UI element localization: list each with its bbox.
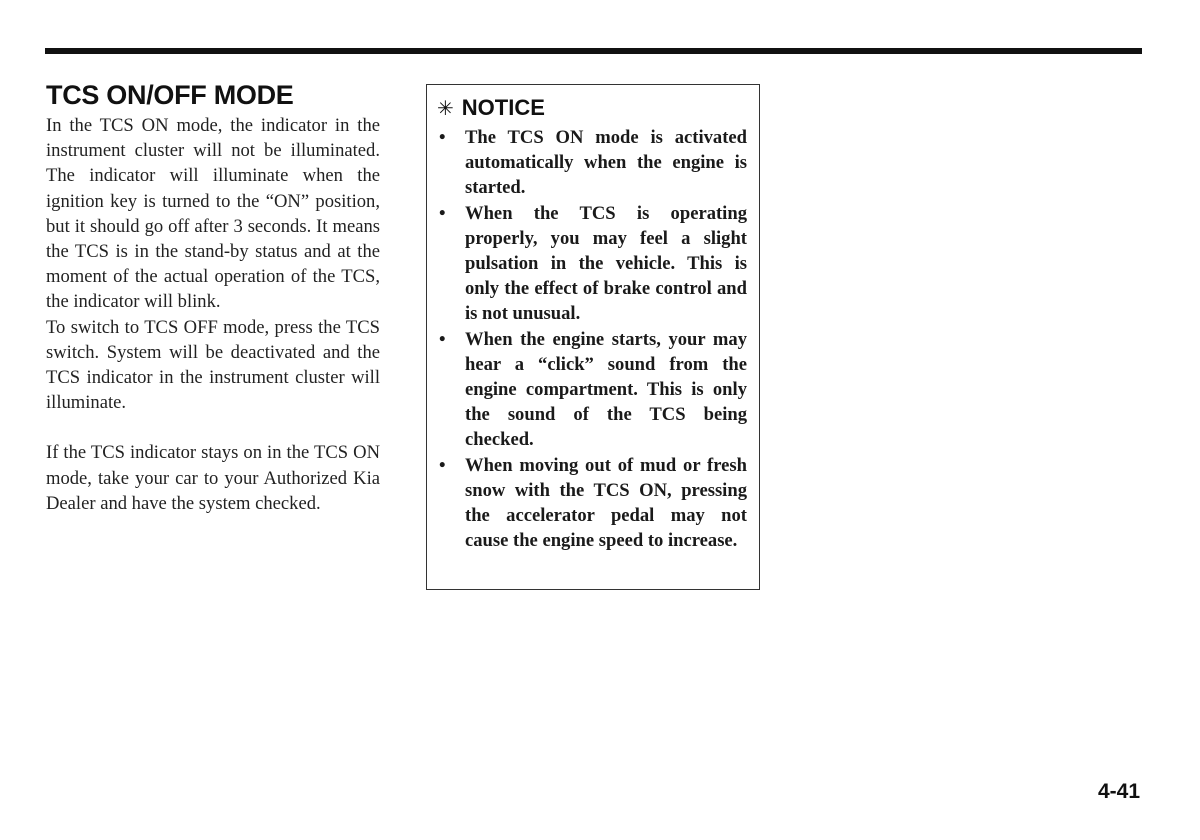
paragraph-tcs-off-mode: To switch to TCS OFF mode, press the TCS switch. System will be deactivated and the TCS indicator in the instrument cluster will illuminate. [46,316,380,414]
notice-list [437,125,747,553]
notice-item [437,201,747,327]
bullet-icon: • [439,202,446,224]
notice-item [437,327,747,453]
paragraph-indicator-stays-on: If the TCS indicator stays on in the TCS ON mode, take your car to your Authorized Kia Dealer and have the system checked. [46,442,380,514]
notice-item-text: When moving out of mud or fresh snow with the TCS ON, pressing the accelerator pedal may not cause the engine speed to increase. [465,454,747,552]
bullet-icon: • [439,127,446,148]
notice-item [437,453,747,554]
notice-item-text: When the engine starts, your may hear a “click” sound from the engine compartment. This is only the sound of the TCS being checked. [465,328,747,451]
main-column [46,80,380,516]
notice-box [426,84,760,590]
bullet-icon: • [439,454,446,476]
section-title: TCS ON/OFF MODE [46,80,294,110]
notice-item-text: The TCS ON mode is activated automatically when the engine is started. [465,127,747,199]
notice-header [437,95,747,121]
bullet-icon: • [439,328,446,350]
notice-title: NOTICE [461,95,545,120]
notice-item-text: When the TCS is operating properly, you may feel a slight pulsation in the vehicle. This is only the effect of brake control and is not unusual. [465,202,747,325]
notice-item [437,125,747,201]
paragraph-tcs-on-mode: In the TCS ON mode, the indicator in the instrument cluster will not be illuminated. The indicator will illuminate when the ignition key is turned to the “ON” position, but it should go off after 3 seconds. It means the TCS is in the stand-by status and at the moment of the actual operation of the TCS, the indicator will blink. [46,115,380,313]
top-rule [45,48,1142,54]
asterisk-icon: ✳ [437,97,454,120]
page-number: 4-41 [1097,780,1140,803]
